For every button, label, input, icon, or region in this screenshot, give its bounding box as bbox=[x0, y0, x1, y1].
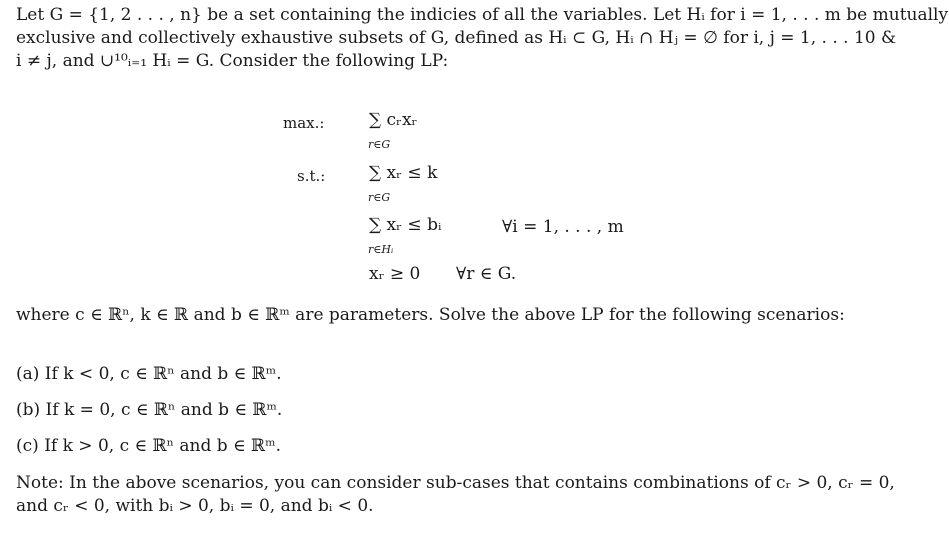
parameters-sentence: where c ∈ ℝⁿ, k ∈ ℝ and b ∈ ℝᵐ are parameters. Solve the above LP for the following scenarios: bbox=[16, 305, 845, 325]
objective-sum-index: r∈G bbox=[368, 138, 391, 151]
constraint-3-forall: ∀r ∈ G. bbox=[456, 264, 517, 284]
objective-expression: ∑ cᵣxᵣ bbox=[369, 110, 418, 130]
constraint-1-sum-index: r∈G bbox=[368, 191, 391, 204]
intro-line-2: exclusive and collectively exhaustive subsets of G, defined as Hᵢ ⊂ G, Hᵢ ∩ Hⱼ = ∅ for i, j = 1, . . . 10 & bbox=[16, 28, 897, 48]
scenario-c: (c) If k > 0, c ∈ ℝⁿ and b ∈ ℝᵐ. bbox=[16, 436, 281, 456]
constraint-2-forall: ∀i = 1, . . . , m bbox=[502, 217, 624, 237]
scenario-a: (a) If k < 0, c ∈ ℝⁿ and b ∈ ℝᵐ. bbox=[16, 364, 282, 384]
max-label: max.: bbox=[283, 114, 325, 132]
intro-line-3: i ≠ j, and ∪¹⁰ᵢ₌₁ Hᵢ = G. Consider the following LP: bbox=[16, 51, 449, 71]
constraint-1: ∑ xᵣ ≤ k bbox=[369, 163, 438, 183]
note-paragraph bbox=[16, 472, 934, 518]
note-line-1: Note: In the above scenarios, you can consider sub-cases that contains combinations of cᵣ > 0, cᵣ = 0, bbox=[16, 473, 895, 493]
intro-line-1: Let G = {1, 2 . . . , n} be a set containing the indicies of all the variables. Let Hᵢ for i = 1, . . . m be mutually bbox=[16, 5, 949, 25]
constraint-2-sum-index: r∈Hᵢ bbox=[368, 243, 394, 256]
intro-paragraph bbox=[16, 4, 949, 73]
scenario-b: (b) If k = 0, c ∈ ℝⁿ and b ∈ ℝᵐ. bbox=[16, 400, 283, 420]
st-label: s.t.: bbox=[297, 167, 326, 185]
constraint-3: xᵣ ≥ 0 bbox=[369, 264, 421, 284]
constraint-2: ∑ xᵣ ≤ bᵢ bbox=[369, 215, 442, 235]
note-line-2: and cᵣ < 0, with bᵢ > 0, bᵢ = 0, and bᵢ < 0. bbox=[16, 496, 374, 516]
